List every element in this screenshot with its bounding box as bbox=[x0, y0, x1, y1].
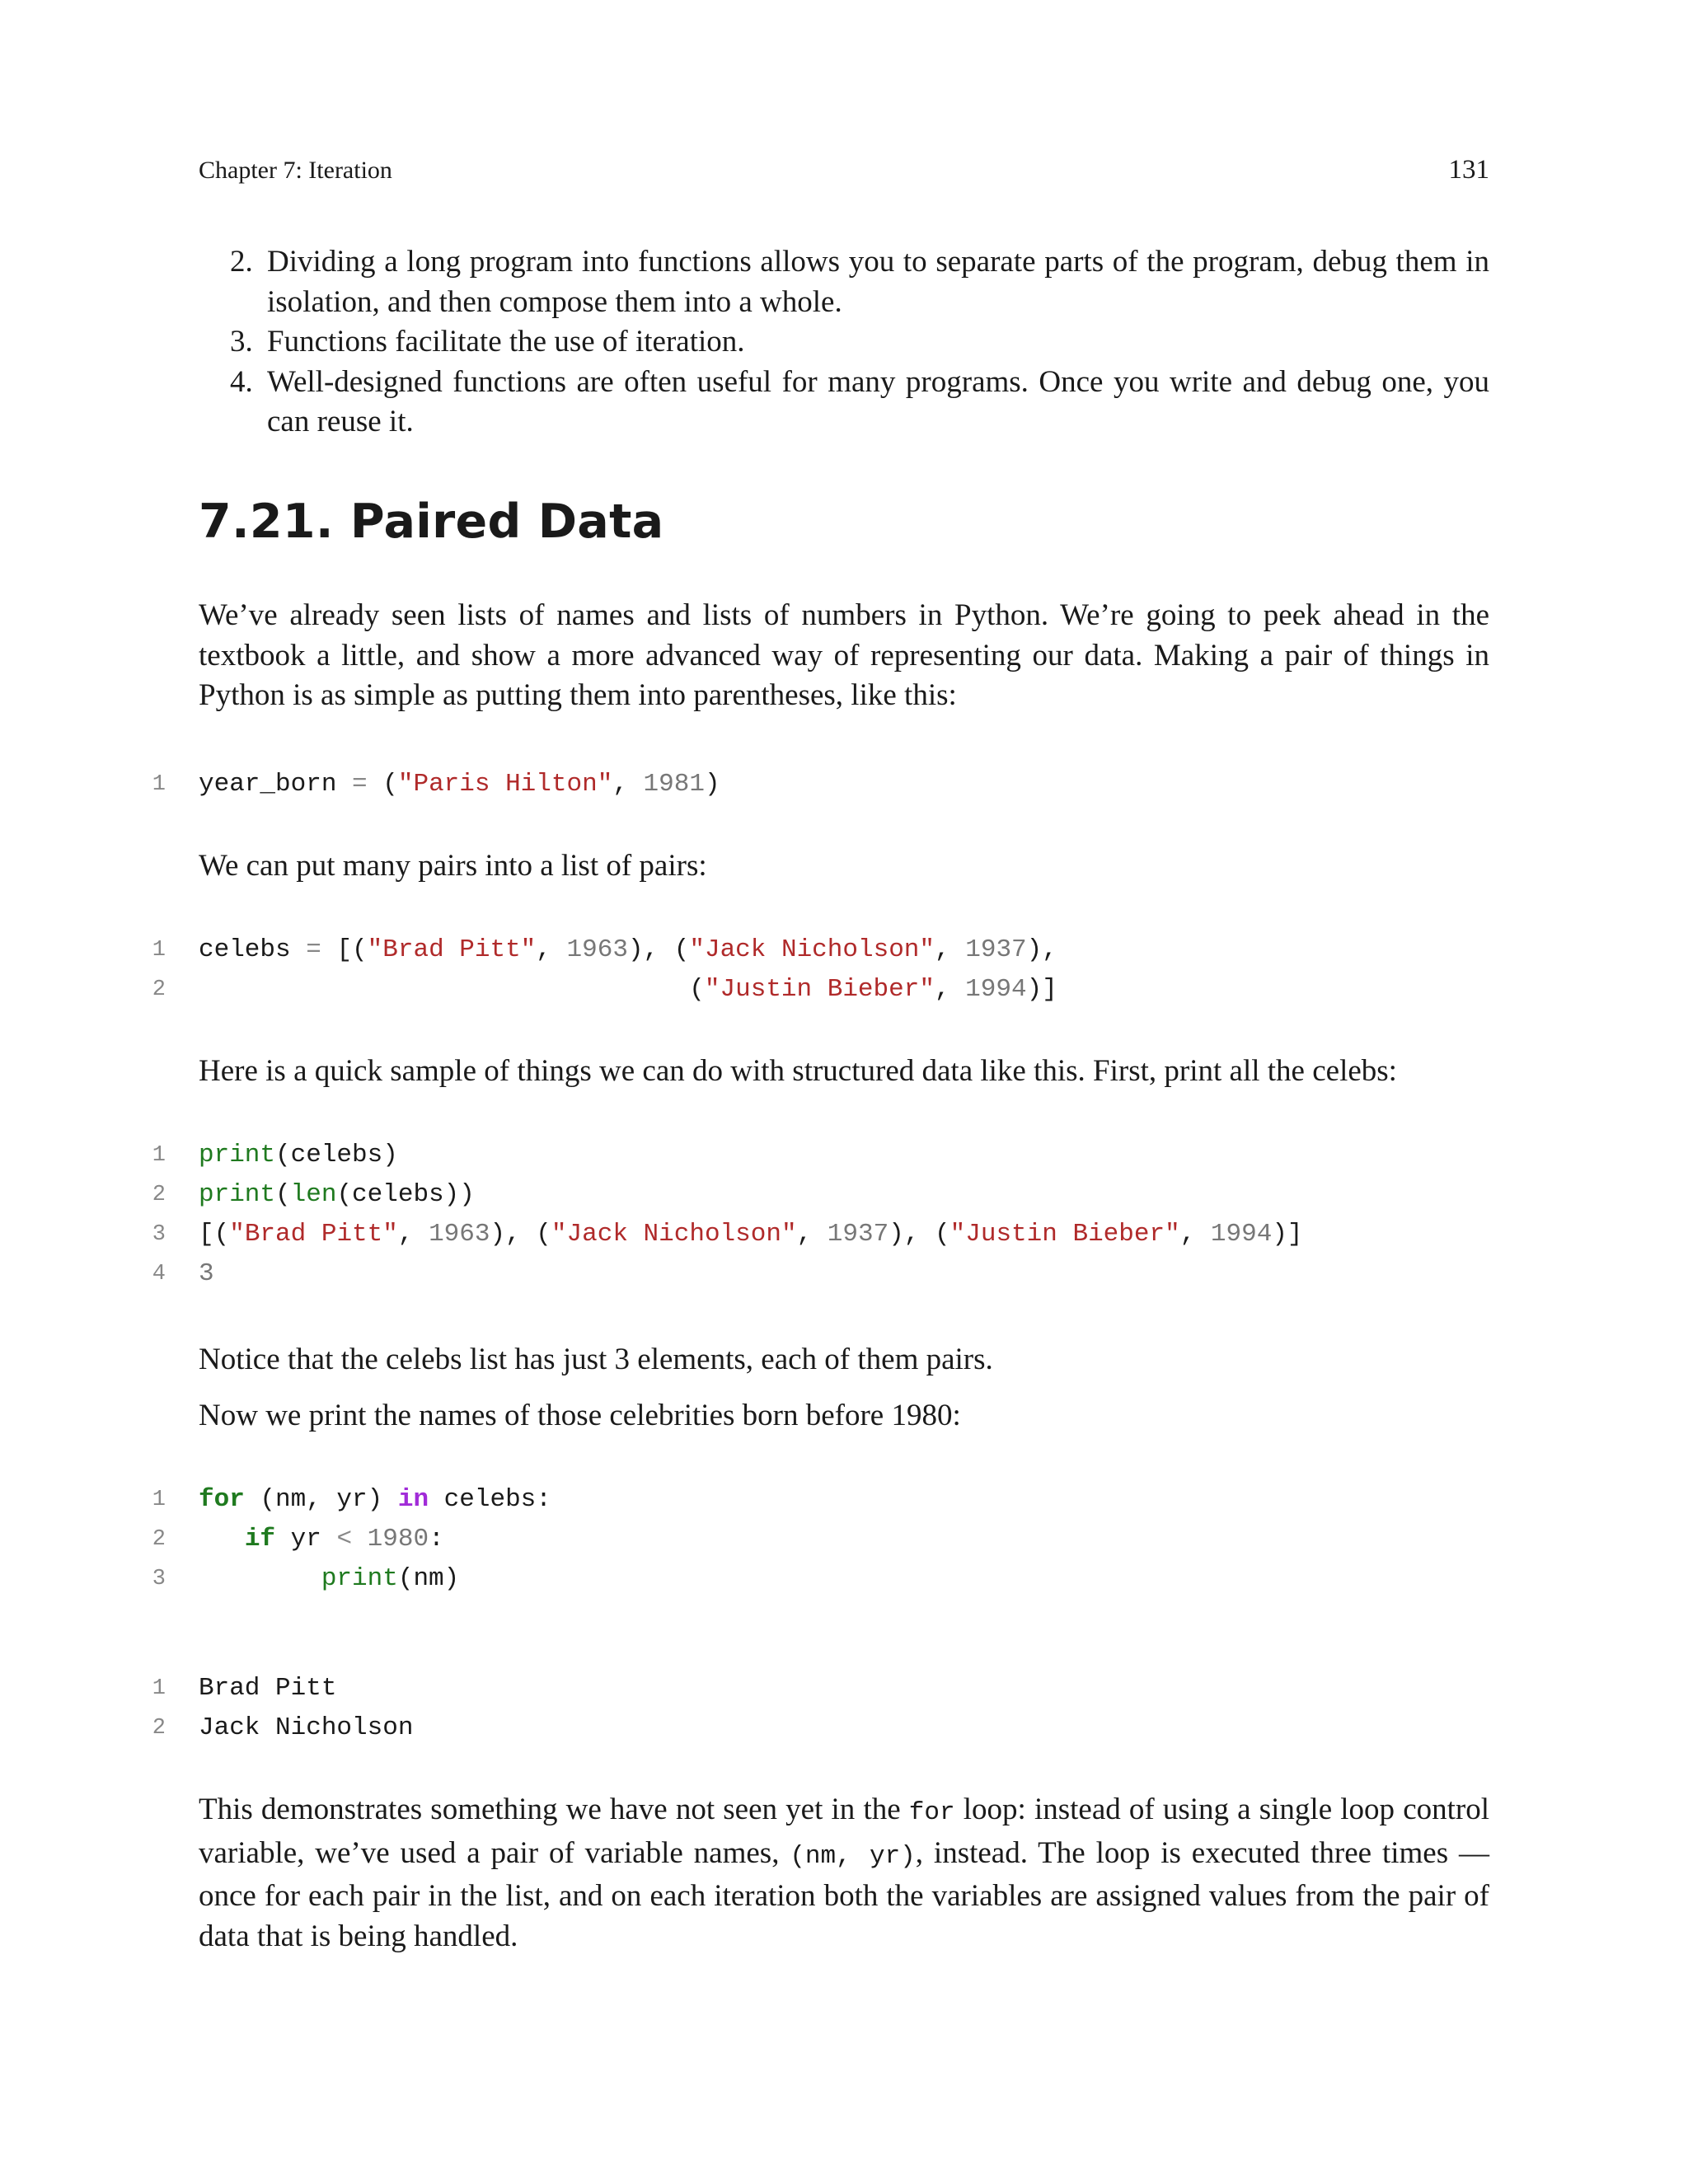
code-token bbox=[199, 1525, 245, 1554]
code-token: , bbox=[536, 935, 567, 964]
line-number: 1 bbox=[152, 938, 166, 963]
intro-paragraph: We’ve already seen lists of names and lists of numbers in Python. We’re going to peek ahead in the textbook a little, and show a more advanced way of representing our data. Making a pair of things in Python is as simple as putting them into parentheses, like this: bbox=[199, 598, 1489, 712]
born-before-paragraph: Now we print the names of those celebrities born before 1980: bbox=[199, 1399, 961, 1432]
code-token: 1963 bbox=[429, 1220, 490, 1249]
code-token: , bbox=[796, 1220, 828, 1249]
code-token: 1963 bbox=[566, 935, 628, 964]
code-token: : bbox=[429, 1525, 444, 1554]
code-token: ), ( bbox=[627, 935, 690, 964]
code-token: , bbox=[934, 975, 966, 1004]
code-text bbox=[199, 1136, 398, 1175]
code-token: "Justin Bieber" bbox=[704, 975, 935, 1004]
code-token: < bbox=[336, 1525, 353, 1554]
line-number: 1 bbox=[152, 1143, 166, 1168]
code-token: ), ( bbox=[889, 1220, 950, 1249]
list-item-number: 2. bbox=[230, 245, 253, 279]
code-line bbox=[0, 1520, 1688, 1559]
code-line bbox=[0, 930, 1688, 970]
code-token: print bbox=[199, 1141, 276, 1169]
code-token: , bbox=[612, 770, 644, 799]
code-token: "Jack Nicholson" bbox=[551, 1220, 797, 1249]
list-item-number: 4. bbox=[230, 364, 253, 399]
notice-paragraph: Notice that the celebs list has just 3 elements, each of them pairs. bbox=[199, 1343, 993, 1376]
code-token: ( bbox=[275, 1180, 291, 1209]
code-token: yr bbox=[275, 1525, 337, 1554]
code-text bbox=[199, 1480, 551, 1520]
line-number: 2 bbox=[152, 1527, 166, 1552]
code-line bbox=[0, 1215, 1688, 1254]
code-token: (nm, yr) bbox=[244, 1485, 398, 1514]
code-line bbox=[0, 1480, 1688, 1520]
code-text bbox=[199, 1559, 459, 1599]
code-token: "Brad Pitt" bbox=[367, 935, 537, 964]
code-text bbox=[199, 1175, 475, 1215]
code-line bbox=[0, 1175, 1688, 1215]
code-token: 1937 bbox=[827, 1220, 889, 1249]
code-token: , bbox=[397, 1220, 429, 1249]
code-token: print bbox=[199, 1180, 276, 1209]
code-token: 1994 bbox=[1210, 1220, 1273, 1249]
code-block-year-born bbox=[0, 765, 1688, 804]
code-line bbox=[0, 1136, 1688, 1175]
code-token: print bbox=[321, 1564, 398, 1593]
code-token: 1937 bbox=[965, 935, 1027, 964]
line-number: 2 bbox=[152, 1716, 166, 1741]
code-line bbox=[0, 970, 1688, 1010]
code-token: len bbox=[290, 1180, 337, 1209]
code-token: "Jack Nicholson" bbox=[689, 935, 935, 964]
code-line bbox=[0, 1669, 1688, 1708]
code-token: = bbox=[306, 935, 321, 964]
line-number: 3 bbox=[152, 1222, 166, 1247]
code-text bbox=[199, 1520, 444, 1559]
code-token: "Justin Bieber" bbox=[950, 1220, 1180, 1249]
numbered-list bbox=[199, 242, 1489, 443]
code-token: , bbox=[935, 935, 966, 964]
code-token: year_born bbox=[199, 770, 353, 799]
code-token: 3 bbox=[199, 1259, 214, 1288]
code-text bbox=[199, 1708, 413, 1748]
line-number: 1 bbox=[152, 772, 166, 797]
code-text bbox=[199, 970, 1057, 1010]
list-item-text: Functions facilitate the use of iteration. bbox=[267, 325, 745, 359]
code-token: = bbox=[352, 770, 368, 799]
demo-text-part: loop: instead of using a single loop control variable, we’ve used a pair of variable names, bbox=[199, 1793, 1489, 1870]
code-token: [( bbox=[321, 935, 368, 964]
code-token: celebs bbox=[199, 935, 307, 964]
line-number: 3 bbox=[152, 1567, 166, 1591]
demo-text-part: This demonstrates something we have not seen yet in the bbox=[199, 1793, 909, 1826]
code-token: )] bbox=[1272, 1220, 1303, 1249]
code-token: (celebs)) bbox=[336, 1180, 475, 1209]
code-block-celebs-list bbox=[0, 930, 1688, 1010]
code-line bbox=[0, 1559, 1688, 1599]
code-token: (celebs) bbox=[275, 1141, 398, 1169]
line-number: 2 bbox=[152, 1183, 166, 1207]
code-line bbox=[0, 765, 1688, 804]
inline-code-nm-yr: (nm, yr) bbox=[790, 1841, 916, 1871]
line-number: 1 bbox=[152, 1676, 166, 1701]
code-token: ) bbox=[704, 770, 720, 799]
code-token bbox=[199, 1564, 321, 1593]
code-block-for-loop bbox=[0, 1480, 1688, 1599]
code-text bbox=[199, 930, 1057, 970]
demo-text-part: , instead. The loop is executed three times — once for each pair in the list, and on each iteration both the variables are assigned values from the pair of data that is being handled. bbox=[199, 1835, 1489, 1953]
code-token: for bbox=[199, 1485, 245, 1514]
code-token: in bbox=[397, 1485, 429, 1514]
code-token: , bbox=[1179, 1220, 1211, 1249]
code-token: celebs: bbox=[429, 1485, 551, 1514]
code-token bbox=[352, 1525, 368, 1554]
page-number: 131 bbox=[1448, 155, 1489, 185]
code-token: ( bbox=[199, 975, 705, 1004]
list-item bbox=[199, 363, 1489, 443]
code-token: ), bbox=[1026, 935, 1057, 964]
list-item bbox=[199, 322, 1489, 363]
code-token: ( bbox=[367, 770, 398, 799]
code-text bbox=[199, 1254, 214, 1294]
code-token: Brad Pitt bbox=[199, 1674, 337, 1703]
code-block-output bbox=[0, 1669, 1688, 1748]
code-token: "Paris Hilton" bbox=[397, 770, 613, 799]
running-header: Chapter 7: Iteration bbox=[199, 157, 392, 184]
code-line bbox=[0, 1254, 1688, 1294]
code-token: [( bbox=[199, 1220, 230, 1249]
code-token: Jack Nicholson bbox=[199, 1713, 414, 1742]
list-item bbox=[199, 242, 1489, 322]
code-block-print-celebs bbox=[0, 1136, 1688, 1294]
code-token: ), ( bbox=[490, 1220, 551, 1249]
section-title: 7.21. Paired Data bbox=[199, 494, 664, 549]
code-token: 1980 bbox=[367, 1525, 429, 1554]
code-token: 1981 bbox=[643, 770, 705, 799]
code-token: "Brad Pitt" bbox=[229, 1220, 398, 1249]
many-pairs-paragraph: We can put many pairs into a list of pairs: bbox=[199, 849, 707, 883]
code-token: if bbox=[244, 1525, 276, 1554]
line-number: 4 bbox=[152, 1262, 166, 1286]
line-number: 2 bbox=[152, 977, 166, 1002]
demo-paragraph bbox=[199, 1790, 1489, 1957]
code-token: 1994 bbox=[965, 975, 1027, 1004]
code-token: (nm) bbox=[397, 1564, 460, 1593]
code-line bbox=[0, 1708, 1688, 1748]
list-item-text: Well-designed functions are often useful for many programs. Once you write and debug one, you can reuse it. bbox=[267, 364, 1489, 438]
inline-code-for: for bbox=[908, 1798, 955, 1827]
code-text bbox=[199, 1215, 1303, 1254]
sample-paragraph: Here is a quick sample of things we can do with structured data like this. First, print all the celebs: bbox=[199, 1054, 1397, 1088]
code-text bbox=[199, 765, 720, 804]
code-text bbox=[199, 1669, 336, 1708]
code-token: )] bbox=[1026, 975, 1057, 1004]
line-number: 1 bbox=[152, 1488, 166, 1512]
list-item-text: Dividing a long program into functions allows you to separate parts of the program, debug them in isolation, and then compose them into a whole. bbox=[267, 245, 1489, 319]
list-item-number: 3. bbox=[230, 325, 253, 359]
